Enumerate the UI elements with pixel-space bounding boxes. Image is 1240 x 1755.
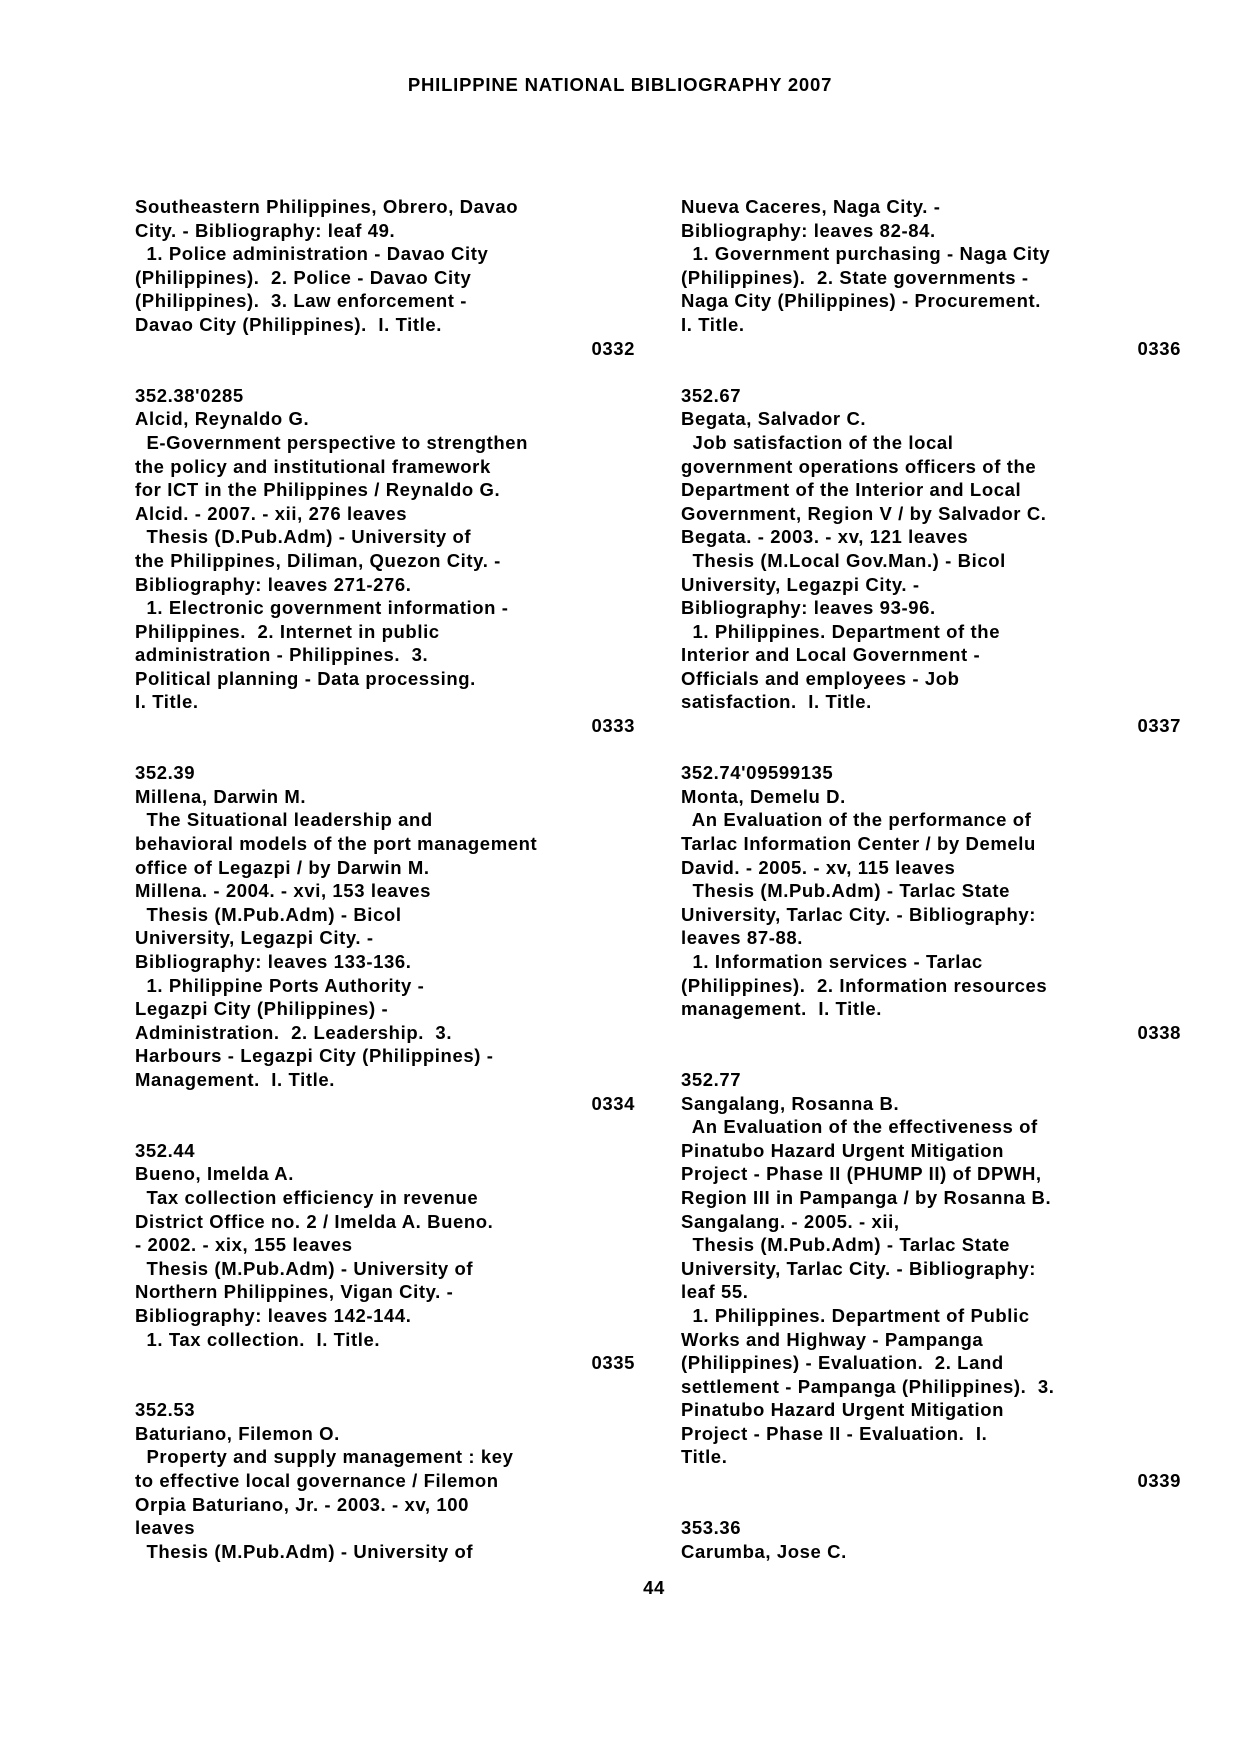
bibliography-entry xyxy=(135,384,635,762)
entry-line: leaves 87-88. xyxy=(681,927,803,949)
entry-line: An Evaluation of the performance of xyxy=(681,809,1032,831)
entry-line: leaf 55. xyxy=(681,1281,749,1303)
entry-line: for ICT in the Philippines / Reynaldo G. xyxy=(135,479,501,501)
entry-line: 1. Police administration - Davao City xyxy=(135,243,489,265)
entry-line: Begata. - 2003. - xv, 121 leaves xyxy=(681,526,969,548)
entry-line: leaves xyxy=(135,1517,196,1539)
entry-line: Project - Phase II - Evaluation. I. xyxy=(681,1422,988,1444)
bibliography-entry xyxy=(135,1139,635,1399)
entry-line: 1. Tax collection. I. Title. xyxy=(135,1328,381,1350)
entry-line: 352.77 xyxy=(681,1068,742,1090)
entry-line: 352.38'0285 xyxy=(135,384,244,406)
entry-line: I. Title. xyxy=(135,691,199,713)
entry-line: Bibliography: leaves 133-136. xyxy=(135,951,412,972)
entry-line: Property and supply management : key xyxy=(135,1446,514,1468)
entry-number: 0333 xyxy=(591,715,635,737)
entry-line: 352.39 xyxy=(135,762,196,784)
entry-line: Thesis (D.Pub.Adm) - University of xyxy=(135,526,472,548)
entry-line: An Evaluation of the effectiveness of xyxy=(681,1116,1038,1138)
entry-line: 1. Information services - Tarlac xyxy=(681,951,983,972)
entry-line: Management. I. Title. xyxy=(135,1068,335,1090)
entry-line: Alcid, Reynaldo G. xyxy=(135,408,310,430)
entry-line: (Philippines). 2. State governments - xyxy=(681,266,1029,288)
entry-number: 0338 xyxy=(1137,1021,1181,1043)
entry-line: Nueva Caceres, Naga City. - xyxy=(681,196,941,217)
right-column xyxy=(681,195,1181,1563)
entry-line: - 2002. - xix, 155 leaves xyxy=(135,1234,353,1256)
entry-line: to effective local governance / Filemon xyxy=(135,1470,499,1492)
entry-line: Job satisfaction of the local xyxy=(681,431,954,453)
entry-line: David. - 2005. - xv, 115 leaves xyxy=(681,856,956,878)
entry-line: behavioral models of the port management xyxy=(135,833,538,855)
entry-line: University, Tarlac City. - Bibliography: xyxy=(681,903,1037,925)
entry-number: 0332 xyxy=(591,337,635,359)
entry-line: the policy and institutional framework xyxy=(135,455,491,477)
entry-line: Sangalang. - 2005. - xii, xyxy=(681,1210,900,1232)
entry-line: Naga City (Philippines) - Procurement. xyxy=(681,290,1041,312)
entry-line: (Philippines). 2. Police - Davao City xyxy=(135,266,472,288)
entry-line: Thesis (M.Pub.Adm) - Tarlac State xyxy=(681,880,1011,902)
entry-line: (Philippines). 2. Information resources xyxy=(681,974,1048,996)
left-column xyxy=(135,195,635,1563)
entry-line: Southeastern Philippines, Obrero, Davao xyxy=(135,196,519,217)
entry-line: 1. Electronic government information - xyxy=(135,597,509,619)
entry-line: 353.36 xyxy=(681,1517,742,1539)
entry-line: Bibliography: leaves 271-276. xyxy=(135,573,412,595)
entry-line: 1. Philippines. Department of Public xyxy=(681,1304,1030,1326)
entry-line: Millena. - 2004. - xvi, 153 leaves xyxy=(135,880,432,902)
entry-line: I. Title. xyxy=(681,313,745,335)
entry-line: Legazpi City (Philippines) - xyxy=(135,998,389,1020)
entry-line: 1. Philippine Ports Authority - xyxy=(135,974,425,996)
entry-line: Officials and employees - Job xyxy=(681,667,960,689)
entry-line: Philippines. 2. Internet in public xyxy=(135,620,440,642)
entry-line: government operations officers of the xyxy=(681,455,1037,477)
bibliography-entry xyxy=(681,195,1181,384)
entry-line: Bibliography: leaves 82-84. xyxy=(681,219,936,241)
entry-line: E-Government perspective to strengthen xyxy=(135,431,529,453)
entry-line: Region III in Pampanga / by Rosanna B. xyxy=(681,1186,1052,1208)
page-number: 44 xyxy=(643,1577,665,1598)
entry-line: settlement - Pampanga (Philippines). 3. xyxy=(681,1375,1055,1397)
entry-line: 352.53 xyxy=(135,1399,196,1421)
entry-line: 1. Government purchasing - Naga City xyxy=(681,243,1051,265)
entry-line: Thesis (M.Pub.Adm) - Tarlac State xyxy=(681,1234,1011,1256)
bibliography-entry xyxy=(135,761,635,1139)
entry-line: Tarlac Information Center / by Demelu xyxy=(681,833,1036,855)
entry-line: Thesis (M.Local Gov.Man.) - Bicol xyxy=(681,549,1006,571)
bibliography-entry xyxy=(681,761,1181,1068)
entry-line: University, Legazpi City. - xyxy=(135,927,374,949)
bibliography-entry xyxy=(681,1516,1181,1563)
entry-line: (Philippines) - Evaluation. 2. Land xyxy=(681,1352,1004,1374)
entry-line: administration - Philippines. 3. xyxy=(135,644,429,666)
page-header: PHILIPPINE NATIONAL BIBLIOGRAPHY 2007 xyxy=(407,74,833,95)
entry-line: Davao City (Philippines). I. Title. xyxy=(135,313,443,335)
entry-number: 0337 xyxy=(1137,715,1181,737)
entry-line: University, Legazpi City. - xyxy=(681,573,920,595)
entry-line: The Situational leadership and xyxy=(135,809,433,831)
entry-line: 352.74'09599135 xyxy=(681,762,834,784)
bibliography-entry xyxy=(681,1068,1181,1516)
entry-line: Thesis (M.Pub.Adm) - University of xyxy=(135,1540,474,1562)
entry-number: 0336 xyxy=(1137,337,1181,359)
entry-line: Carumba, Jose C. xyxy=(681,1540,847,1562)
bibliography-entry xyxy=(681,384,1181,762)
entry-line: 352.44 xyxy=(135,1139,196,1161)
entry-line: (Philippines). 3. Law enforcement - xyxy=(135,290,468,312)
entry-line: Begata, Salvador C. xyxy=(681,408,867,430)
entry-number: 0334 xyxy=(591,1092,635,1114)
entry-line: Baturiano, Filemon O. xyxy=(135,1422,340,1444)
entry-line: Bibliography: leaves 142-144. xyxy=(135,1304,412,1326)
entry-line: 1. Philippines. Department of the xyxy=(681,620,1001,642)
entry-line: the Philippines, Diliman, Quezon City. - xyxy=(135,549,501,571)
entry-line: Alcid. - 2007. - xii, 276 leaves xyxy=(135,502,408,524)
entry-line: Political planning - Data processing. xyxy=(135,667,476,689)
entry-line: Harbours - Legazpi City (Philippines) - xyxy=(135,1045,494,1067)
entry-line: Pinatubo Hazard Urgent Mitigation xyxy=(681,1139,1004,1161)
entry-line: Pinatubo Hazard Urgent Mitigation xyxy=(681,1399,1004,1421)
entry-number: 0339 xyxy=(1137,1470,1181,1492)
entry-line: Bibliography: leaves 93-96. xyxy=(681,597,936,619)
entry-line: Monta, Demelu D. xyxy=(681,785,846,807)
entry-line: Title. xyxy=(681,1446,728,1468)
entry-line: Department of the Interior and Local xyxy=(681,479,1022,501)
entry-line: satisfaction. I. Title. xyxy=(681,691,872,713)
entry-line: Administration. 2. Leadership. 3. xyxy=(135,1021,453,1043)
entry-line: Sangalang, Rosanna B. xyxy=(681,1092,900,1114)
entry-number: 0335 xyxy=(591,1352,635,1374)
entry-line: office of Legazpi / by Darwin M. xyxy=(135,856,430,878)
entry-line: Bueno, Imelda A. xyxy=(135,1163,294,1185)
bibliography-entry xyxy=(135,1398,635,1563)
entry-line: 352.67 xyxy=(681,384,742,406)
entry-line: Orpia Baturiano, Jr. - 2003. - xv, 100 xyxy=(135,1493,470,1515)
entry-line: Government, Region V / by Salvador C. xyxy=(681,502,1047,524)
entry-line: District Office no. 2 / Imelda A. Bueno. xyxy=(135,1210,494,1232)
entry-line: Thesis (M.Pub.Adm) - Bicol xyxy=(135,903,402,925)
entry-line: Interior and Local Government - xyxy=(681,644,981,666)
entry-line: Tax collection efficiency in revenue xyxy=(135,1186,479,1208)
entry-line: Millena, Darwin M. xyxy=(135,785,307,807)
entry-line: Thesis (M.Pub.Adm) - University of xyxy=(135,1257,474,1279)
entry-line: Project - Phase II (PHUMP II) of DPWH, xyxy=(681,1163,1042,1185)
bibliography-entry xyxy=(135,195,635,384)
entry-line: City. - Bibliography: leaf 49. xyxy=(135,219,396,241)
entry-line: management. I. Title. xyxy=(681,998,882,1020)
entry-line: University, Tarlac City. - Bibliography: xyxy=(681,1257,1037,1279)
entry-line: Works and Highway - Pampanga xyxy=(681,1328,984,1350)
entry-line: Northern Philippines, Vigan City. - xyxy=(135,1281,454,1303)
